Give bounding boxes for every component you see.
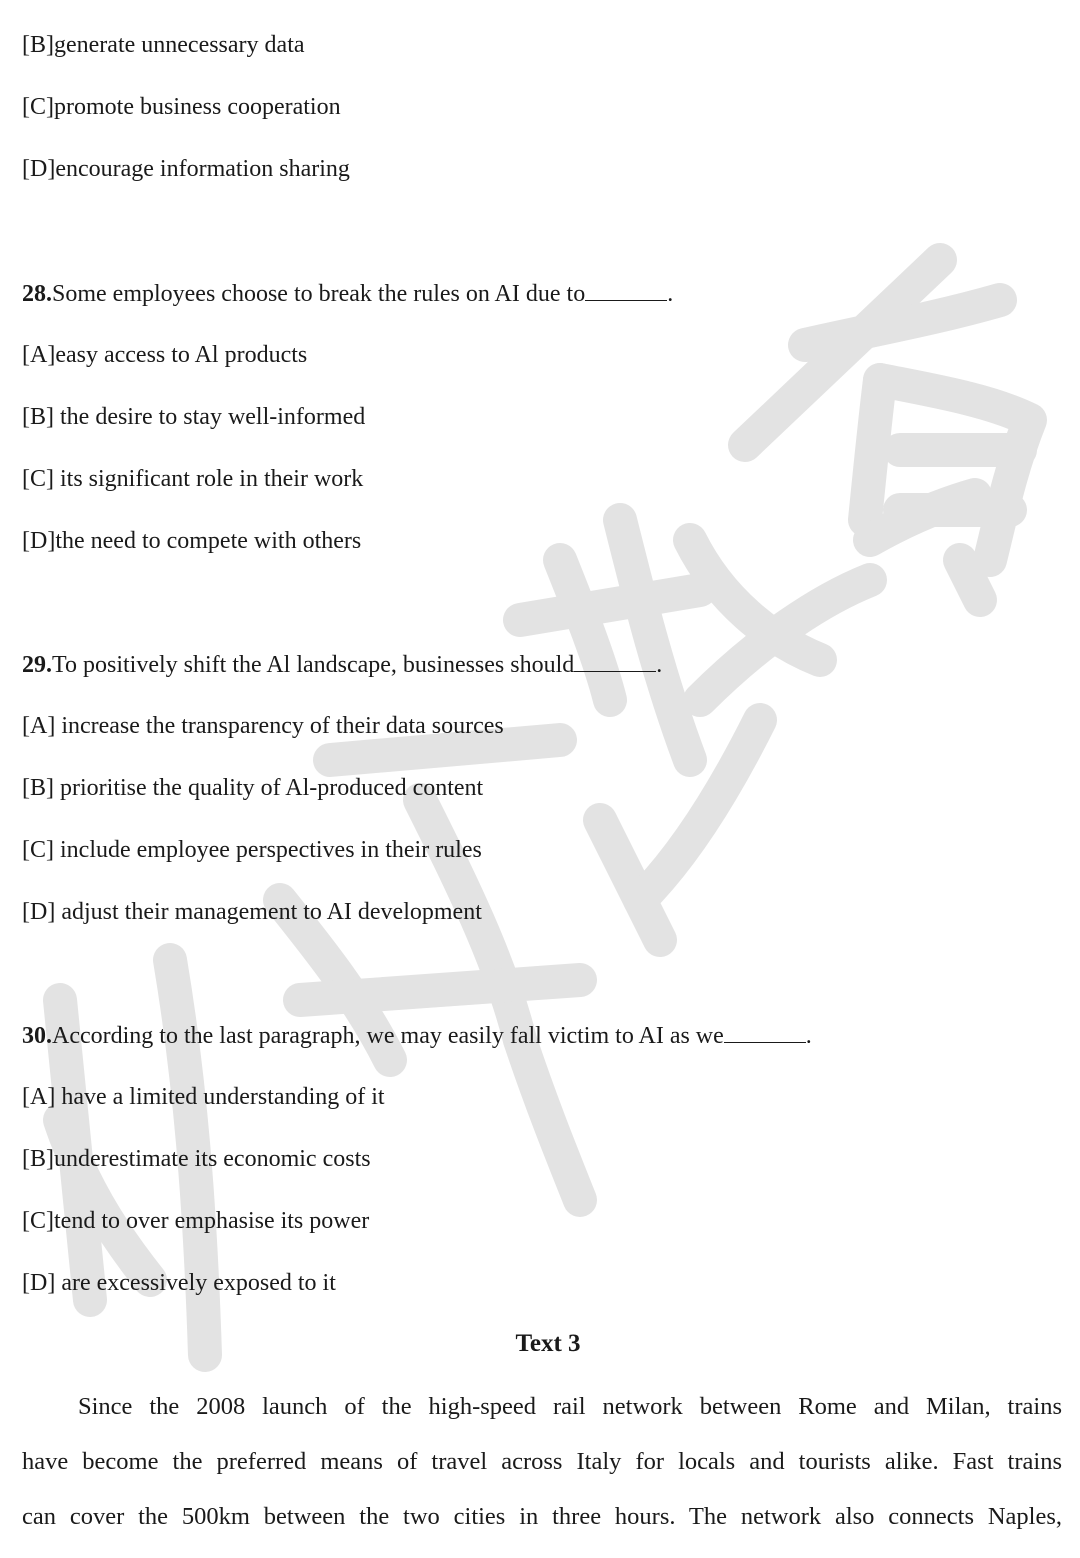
q28-option-d: [D]the need to compete with others <box>22 528 362 554</box>
q30-answer-blank <box>724 1020 806 1043</box>
q29-stem-end: . <box>656 652 663 678</box>
q28-stem-end: . <box>667 281 674 307</box>
q29-option-b: [B] prioritise the quality of Al-produced content <box>22 775 484 801</box>
q28-answer-blank <box>585 278 667 301</box>
q28-option-a: [A]easy access to Al products <box>22 342 308 368</box>
text3-heading: Text 3 <box>515 1330 581 1357</box>
q29-number: 29. <box>22 652 52 678</box>
q30-stem-end: . <box>805 1023 812 1049</box>
text3-line-1-text: Since the 2008 launch of the high-speed rail network between Rome and Milan, trains <box>78 1393 1062 1420</box>
q27-option-c: [C]promote business cooperation <box>22 94 341 120</box>
q27-option-d: [D]encourage information sharing <box>22 156 350 182</box>
q29-option-c: [C] include employee perspectives in their rules <box>22 837 482 863</box>
q30-option-b: [B]underestimate its economic costs <box>22 1146 371 1172</box>
q28-option-b: [B] the desire to stay well-informed <box>22 404 366 430</box>
q29-stem-text: To positively shift the Al landscape, businesses should <box>52 652 575 678</box>
q28-option-c: [C] its significant role in their work <box>22 466 364 492</box>
q27-option-b: [B]generate unnecessary data <box>22 32 305 58</box>
q30-option-a: [A] have a limited understanding of it <box>22 1084 385 1110</box>
text3-line-3-text: can cover the 500km between the two cities in three hours. The network also connects Naples, <box>22 1503 1062 1530</box>
q28-number: 28. <box>22 281 52 307</box>
text3-line-2-text: have become the preferred means of travel across Italy for locals and tourists alike. Fast trains <box>22 1448 1062 1475</box>
text3-line-3 <box>22 1502 1062 1557</box>
q29-stem <box>22 649 662 680</box>
text3-line-2 <box>22 1447 1062 1502</box>
q29-option-a: [A] increase the transparency of their data sources <box>22 713 504 739</box>
q28-stem <box>22 278 673 309</box>
q29-option-d: [D] adjust their management to AI development <box>22 899 482 925</box>
q30-number: 30. <box>22 1023 52 1049</box>
q30-stem <box>22 1020 812 1051</box>
q30-option-d: [D] are excessively exposed to it <box>22 1270 336 1296</box>
text3-paragraph <box>22 1392 1062 1557</box>
q28-stem-text: Some employees choose to break the rules on AI due to <box>52 281 586 307</box>
text3-line-1 <box>22 1392 1062 1447</box>
q30-option-c: [C]tend to over emphasise its power <box>22 1208 370 1234</box>
q29-answer-blank <box>574 649 656 672</box>
q30-stem-text: According to the last paragraph, we may easily fall victim to AI as we <box>52 1023 724 1049</box>
